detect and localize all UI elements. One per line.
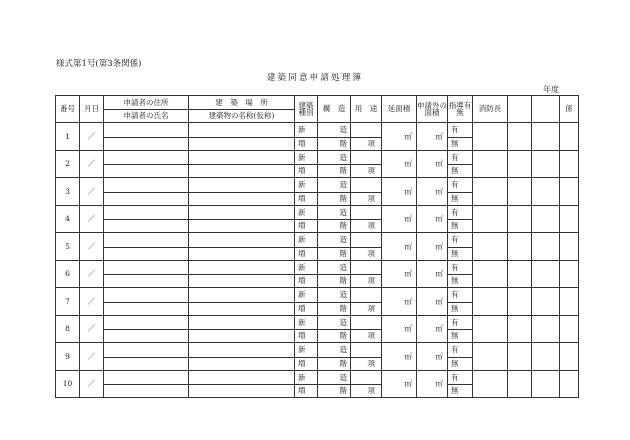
floors-cell[interactable]: 階: [318, 357, 351, 370]
in-charge-cell[interactable]: [560, 150, 579, 178]
use-item-cell[interactable]: 項: [351, 137, 382, 150]
guidance-yes[interactable]: 有: [448, 233, 473, 248]
record-row-top: [56, 178, 579, 193]
building-kind-new[interactable]: 新: [295, 233, 318, 248]
blank-cell-2[interactable]: [532, 315, 560, 343]
use-cell-top[interactable]: [351, 343, 382, 358]
record-number: 7: [56, 288, 80, 316]
in-charge-cell[interactable]: [560, 370, 579, 398]
applicant-name-cell[interactable]: [104, 137, 189, 150]
guidance-no[interactable]: 無: [448, 220, 473, 233]
date-slash[interactable]: ／: [80, 205, 104, 233]
date-slash[interactable]: ／: [80, 315, 104, 343]
other-floor-area-cell[interactable]: ㎡: [417, 315, 448, 343]
floors-cell[interactable]: 階: [318, 385, 351, 398]
blank-cell-2[interactable]: [532, 288, 560, 316]
applicant-name-cell[interactable]: [104, 302, 189, 315]
guidance-yes[interactable]: 有: [448, 123, 473, 138]
other-floor-area-cell[interactable]: ㎡: [417, 233, 448, 261]
guidance-yes[interactable]: 有: [448, 288, 473, 303]
applicant-name-cell[interactable]: [104, 330, 189, 343]
structure-cell[interactable]: 造: [318, 178, 351, 193]
building-name-cell[interactable]: [189, 192, 295, 205]
fire-chief-cell[interactable]: [473, 150, 508, 178]
total-floor-area-cell[interactable]: ㎡: [382, 123, 417, 151]
fire-chief-cell[interactable]: [473, 370, 508, 398]
applicant-name-cell[interactable]: [104, 247, 189, 260]
use-cell-top[interactable]: [351, 233, 382, 248]
in-charge-cell[interactable]: [560, 315, 579, 343]
guidance-no[interactable]: 無: [448, 192, 473, 205]
guidance-yes[interactable]: 有: [448, 178, 473, 193]
record-row-top: [56, 288, 579, 303]
other-floor-area-cell[interactable]: ㎡: [417, 288, 448, 316]
record-number: 8: [56, 315, 80, 343]
building-kind-extension[interactable]: 増: [295, 385, 318, 398]
total-floor-area-cell[interactable]: ㎡: [382, 315, 417, 343]
header-total-floor-area: 延面積: [382, 96, 417, 123]
other-floor-area-cell[interactable]: ㎡: [417, 123, 448, 151]
header-structure: 構 造: [318, 96, 351, 123]
record-row-top: [56, 150, 579, 165]
header-guidance: 指導有無: [448, 96, 473, 123]
total-floor-area-cell[interactable]: ㎡: [382, 233, 417, 261]
form-title: 建築同意申請処理簿: [266, 73, 364, 83]
date-slash[interactable]: ／: [80, 288, 104, 316]
fire-chief-cell[interactable]: [473, 123, 508, 151]
guidance-no[interactable]: 無: [448, 165, 473, 178]
blank-cell-2[interactable]: [532, 343, 560, 371]
guidance-no[interactable]: 無: [448, 385, 473, 398]
use-cell-top[interactable]: [351, 123, 382, 138]
blank-cell-1[interactable]: [508, 288, 532, 316]
in-charge-cell[interactable]: [560, 205, 579, 233]
building-site-cell[interactable]: [189, 288, 295, 303]
applicant-name-cell[interactable]: [104, 220, 189, 233]
applicant-address-cell[interactable]: [104, 260, 189, 275]
floors-cell[interactable]: 階: [318, 165, 351, 178]
header-row: [56, 96, 579, 110]
in-charge-cell[interactable]: [560, 288, 579, 316]
record-row-top: [56, 123, 579, 138]
structure-cell[interactable]: 造: [318, 260, 351, 275]
building-kind-extension[interactable]: 増: [295, 220, 318, 233]
other-floor-area-cell[interactable]: ㎡: [417, 205, 448, 233]
structure-cell[interactable]: 造: [318, 233, 351, 248]
floors-cell[interactable]: 階: [318, 247, 351, 260]
use-cell-top[interactable]: [351, 370, 382, 385]
total-floor-area-cell[interactable]: ㎡: [382, 288, 417, 316]
other-floor-area-cell[interactable]: ㎡: [417, 370, 448, 398]
header-other-floor-area: 申請外の面積: [417, 96, 448, 123]
building-kind-extension[interactable]: 増: [295, 247, 318, 260]
building-kind-extension[interactable]: 増: [295, 357, 318, 370]
applicant-address-cell[interactable]: [104, 315, 189, 330]
use-item-cell[interactable]: 項: [351, 192, 382, 205]
record-number: 6: [56, 260, 80, 288]
guidance-no[interactable]: 無: [448, 357, 473, 370]
blank-cell-1[interactable]: [508, 150, 532, 178]
building-name-cell[interactable]: [189, 357, 295, 370]
total-floor-area-cell[interactable]: ㎡: [382, 178, 417, 206]
record-row-top: [56, 315, 579, 330]
building-site-cell[interactable]: [189, 150, 295, 165]
structure-cell[interactable]: 造: [318, 123, 351, 138]
use-cell-top[interactable]: [351, 315, 382, 330]
header-use: 用 途: [351, 96, 382, 123]
applicant-address-cell[interactable]: [104, 288, 189, 303]
use-item-cell[interactable]: 項: [351, 302, 382, 315]
total-floor-area-cell[interactable]: ㎡: [382, 260, 417, 288]
building-kind-new[interactable]: 新: [295, 150, 318, 165]
applicant-name-cell[interactable]: [104, 165, 189, 178]
guidance-yes[interactable]: 有: [448, 205, 473, 220]
record-row-top: [56, 205, 579, 220]
fire-chief-cell[interactable]: [473, 178, 508, 206]
total-floor-area-cell[interactable]: ㎡: [382, 343, 417, 371]
record-number: 3: [56, 178, 80, 206]
building-kind-extension[interactable]: 増: [295, 165, 318, 178]
use-item-cell[interactable]: 項: [351, 165, 382, 178]
blank-cell-1[interactable]: [508, 315, 532, 343]
structure-cell[interactable]: 造: [318, 343, 351, 358]
date-slash[interactable]: ／: [80, 370, 104, 398]
building-kind-new[interactable]: 新: [295, 370, 318, 385]
blank-cell-2[interactable]: [532, 370, 560, 398]
blank-cell-2[interactable]: [532, 260, 560, 288]
blank-cell-2[interactable]: [532, 205, 560, 233]
building-site-cell[interactable]: [189, 233, 295, 248]
guidance-yes[interactable]: 有: [448, 370, 473, 385]
other-floor-area-cell[interactable]: ㎡: [417, 150, 448, 178]
record-row-top: [56, 343, 579, 358]
applicant-name-cell[interactable]: [104, 357, 189, 370]
applicant-address-cell[interactable]: [104, 343, 189, 358]
use-item-cell[interactable]: 項: [351, 247, 382, 260]
date-slash[interactable]: ／: [80, 343, 104, 371]
total-floor-area-cell[interactable]: ㎡: [382, 370, 417, 398]
blank-cell-1[interactable]: [508, 178, 532, 206]
guidance-yes[interactable]: 有: [448, 150, 473, 165]
building-site-cell[interactable]: [189, 343, 295, 358]
ledger-table: [55, 95, 579, 398]
record-number: 2: [56, 150, 80, 178]
header-blank-2: [532, 96, 560, 123]
header-building-site: 建 築 場 所: [189, 96, 295, 110]
building-name-cell[interactable]: [189, 165, 295, 178]
fire-chief-cell[interactable]: [473, 315, 508, 343]
form-code: 様式第1号(第3条関係): [56, 59, 142, 69]
floors-cell[interactable]: 階: [318, 302, 351, 315]
blank-cell-2[interactable]: [532, 233, 560, 261]
header-building-name: 建築物の名称(仮称): [189, 109, 295, 123]
blank-cell-1[interactable]: [508, 343, 532, 371]
applicant-address-cell[interactable]: [104, 205, 189, 220]
date-slash[interactable]: ／: [80, 150, 104, 178]
applicant-name-cell[interactable]: [104, 385, 189, 398]
total-floor-area-cell[interactable]: ㎡: [382, 150, 417, 178]
building-kind-new[interactable]: 新: [295, 343, 318, 358]
header-number: 番号: [56, 96, 80, 123]
structure-cell[interactable]: 造: [318, 205, 351, 220]
building-name-cell[interactable]: [189, 275, 295, 288]
structure-cell[interactable]: 造: [318, 370, 351, 385]
building-kind-new[interactable]: 新: [295, 260, 318, 275]
blank-cell-2[interactable]: [532, 178, 560, 206]
applicant-address-cell[interactable]: [104, 233, 189, 248]
guidance-yes[interactable]: 有: [448, 260, 473, 275]
fire-chief-cell[interactable]: [473, 233, 508, 261]
building-kind-new[interactable]: 新: [295, 205, 318, 220]
in-charge-cell[interactable]: [560, 123, 579, 151]
record-row-top: [56, 370, 579, 385]
record-number: 5: [56, 233, 80, 261]
applicant-address-cell[interactable]: [104, 370, 189, 385]
record-number: 1: [56, 123, 80, 151]
floors-cell[interactable]: 階: [318, 330, 351, 343]
fire-chief-cell[interactable]: [473, 288, 508, 316]
building-name-cell[interactable]: [189, 137, 295, 150]
building-site-cell[interactable]: [189, 123, 295, 138]
fire-chief-cell[interactable]: [473, 205, 508, 233]
guidance-no[interactable]: 無: [448, 247, 473, 260]
in-charge-cell[interactable]: [560, 260, 579, 288]
fire-chief-cell[interactable]: [473, 260, 508, 288]
other-floor-area-cell[interactable]: ㎡: [417, 178, 448, 206]
use-item-cell[interactable]: 項: [351, 220, 382, 233]
building-name-cell[interactable]: [189, 385, 295, 398]
total-floor-area-cell[interactable]: ㎡: [382, 205, 417, 233]
blank-cell-1[interactable]: [508, 260, 532, 288]
applicant-address-cell[interactable]: [104, 123, 189, 138]
header-in-charge: 係: [560, 96, 579, 123]
other-floor-area-cell[interactable]: ㎡: [417, 343, 448, 371]
fire-chief-cell[interactable]: [473, 343, 508, 371]
applicant-address-cell[interactable]: [104, 150, 189, 165]
use-cell-top[interactable]: [351, 178, 382, 193]
building-kind-extension[interactable]: 増: [295, 192, 318, 205]
guidance-yes[interactable]: 有: [448, 315, 473, 330]
use-cell-top[interactable]: [351, 205, 382, 220]
record-number: 4: [56, 205, 80, 233]
building-kind-new[interactable]: 新: [295, 123, 318, 138]
header-applicant-name: 申請者の氏名: [104, 109, 189, 123]
date-slash[interactable]: ／: [80, 260, 104, 288]
floors-cell[interactable]: 階: [318, 275, 351, 288]
floors-cell[interactable]: 階: [318, 192, 351, 205]
guidance-yes[interactable]: 有: [448, 343, 473, 358]
record-row-top: [56, 233, 579, 248]
building-site-cell[interactable]: [189, 315, 295, 330]
blank-cell-2[interactable]: [532, 150, 560, 178]
building-kind-new[interactable]: 新: [295, 288, 318, 303]
building-name-cell[interactable]: [189, 302, 295, 315]
building-site-cell[interactable]: [189, 178, 295, 193]
floors-cell[interactable]: 階: [318, 137, 351, 150]
header-applicant-address: 申請者の住所: [104, 96, 189, 110]
other-floor-area-cell[interactable]: ㎡: [417, 260, 448, 288]
building-kind-new[interactable]: 新: [295, 315, 318, 330]
date-slash[interactable]: ／: [80, 123, 104, 151]
in-charge-cell[interactable]: [560, 233, 579, 261]
building-kind-extension[interactable]: 増: [295, 302, 318, 315]
header-building-kind: 建築種別: [295, 96, 318, 123]
blank-cell-1[interactable]: [508, 205, 532, 233]
guidance-no[interactable]: 無: [448, 137, 473, 150]
use-item-cell[interactable]: 項: [351, 275, 382, 288]
building-site-cell[interactable]: [189, 260, 295, 275]
use-item-cell[interactable]: 項: [351, 357, 382, 370]
blank-cell-1[interactable]: [508, 123, 532, 151]
blank-cell-1[interactable]: [508, 370, 532, 398]
building-kind-extension[interactable]: 増: [295, 137, 318, 150]
building-name-cell[interactable]: [189, 220, 295, 233]
header-month-day: 月日: [80, 96, 104, 123]
building-name-cell[interactable]: [189, 330, 295, 343]
use-cell-top[interactable]: [351, 288, 382, 303]
building-name-cell[interactable]: [189, 247, 295, 260]
use-cell-top[interactable]: [351, 260, 382, 275]
guidance-no[interactable]: 無: [448, 330, 473, 343]
structure-cell[interactable]: 造: [318, 150, 351, 165]
record-number: 10: [56, 370, 80, 398]
applicant-address-cell[interactable]: [104, 178, 189, 193]
guidance-no[interactable]: 無: [448, 302, 473, 315]
building-site-cell[interactable]: [189, 370, 295, 385]
in-charge-cell[interactable]: [560, 178, 579, 206]
building-kind-extension[interactable]: 増: [295, 275, 318, 288]
guidance-no[interactable]: 無: [448, 275, 473, 288]
date-slash[interactable]: ／: [80, 233, 104, 261]
building-kind-new[interactable]: 新: [295, 178, 318, 193]
fiscal-year-label: 年度: [543, 85, 559, 94]
structure-cell[interactable]: 造: [318, 315, 351, 330]
floors-cell[interactable]: 階: [318, 220, 351, 233]
record-row-top: [56, 260, 579, 275]
date-slash[interactable]: ／: [80, 178, 104, 206]
building-kind-extension[interactable]: 増: [295, 330, 318, 343]
applicant-name-cell[interactable]: [104, 192, 189, 205]
use-item-cell[interactable]: 項: [351, 385, 382, 398]
blank-cell-1[interactable]: [508, 233, 532, 261]
applicant-name-cell[interactable]: [104, 275, 189, 288]
record-number: 9: [56, 343, 80, 371]
header-blank-1: [508, 96, 532, 123]
building-site-cell[interactable]: [189, 205, 295, 220]
use-cell-top[interactable]: [351, 150, 382, 165]
use-item-cell[interactable]: 項: [351, 330, 382, 343]
header-fire-chief: 消防長: [473, 96, 508, 123]
structure-cell[interactable]: 造: [318, 288, 351, 303]
blank-cell-2[interactable]: [532, 123, 560, 151]
in-charge-cell[interactable]: [560, 343, 579, 371]
